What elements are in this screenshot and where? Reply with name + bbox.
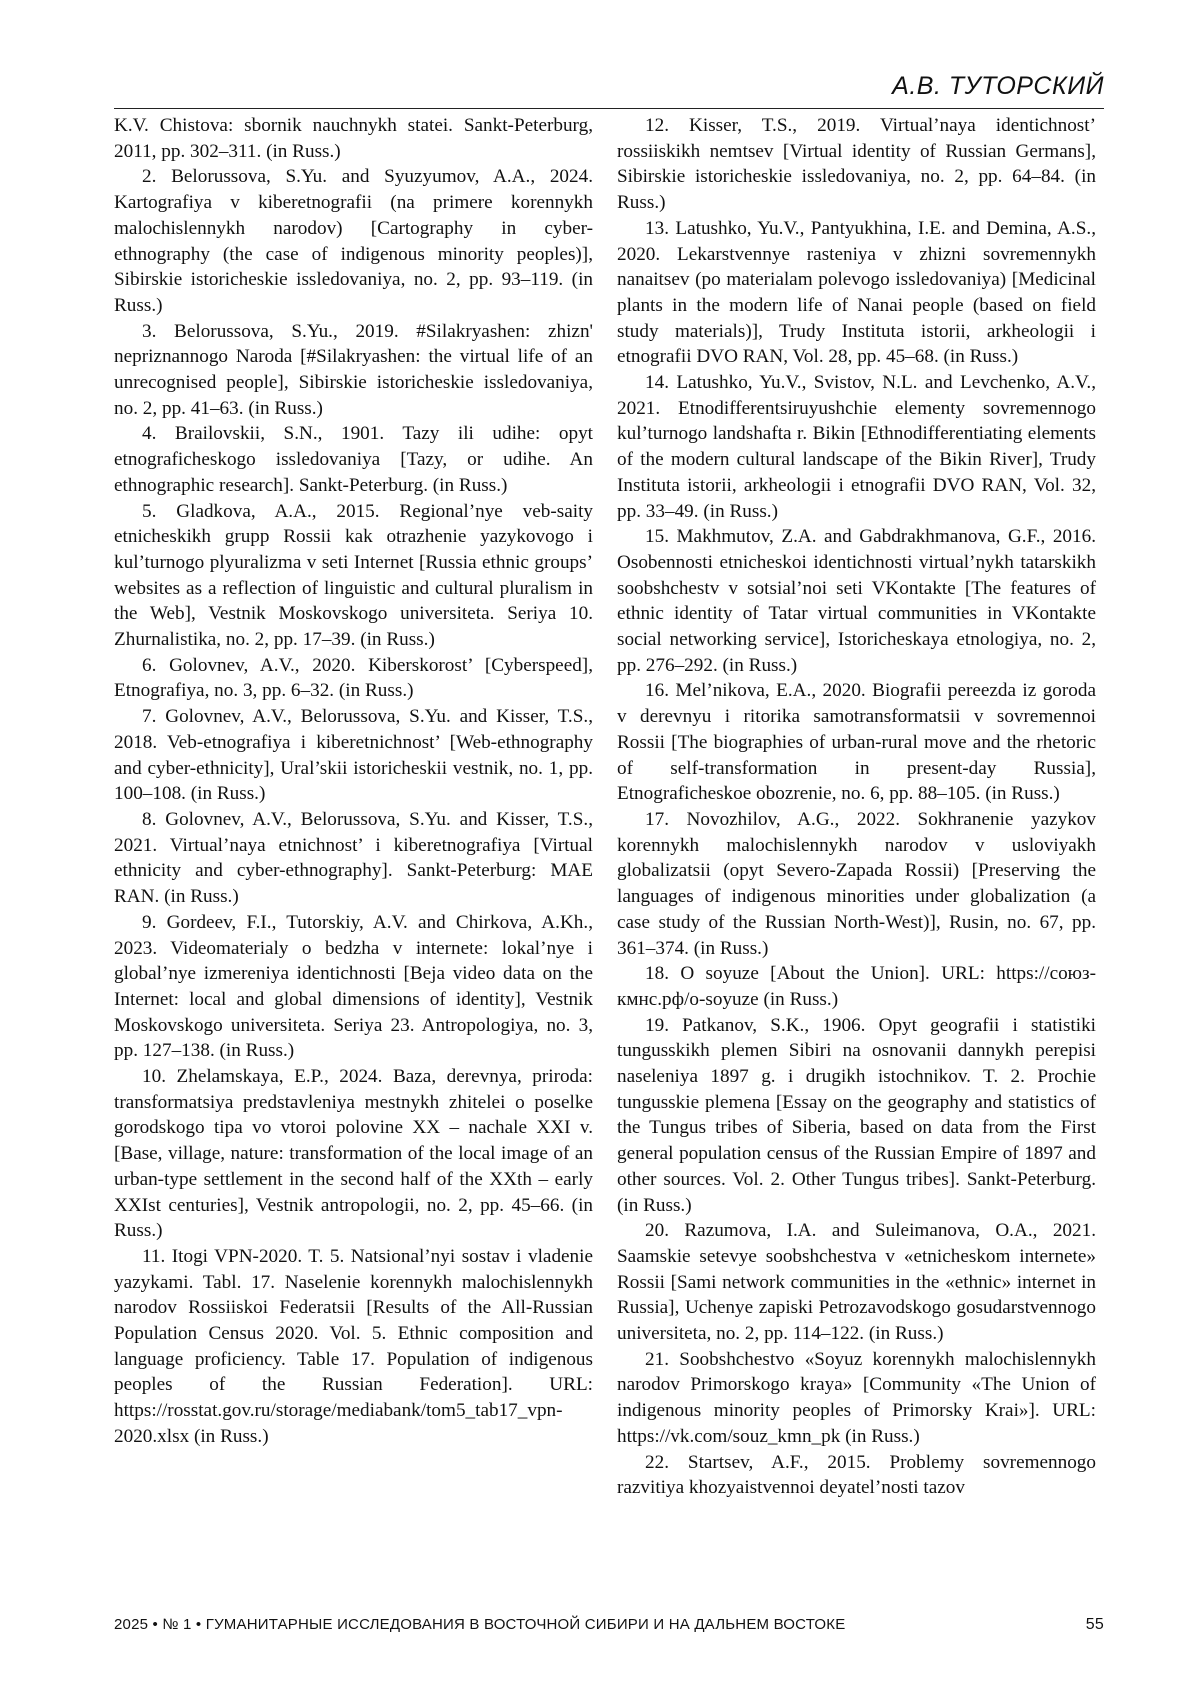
page-number: 55 [1085,1616,1104,1633]
reference-9: 9. Gordeev, F.I., Tutorskiy, A.V. and Chirkova, A.Kh., 2023. Videomaterialy o bedzha v internete: lokal’nye i global’nye izmereniya identichnosti [Beja video data on the Internet: local and global dimensions of identity], Vestnik Moskovskogo universiteta. Seriya 23. Antropologiya, no. 3, pp. 127–138. (in Russ.) [114,911,593,1062]
reference-14: 14. Latushko, Yu.V., Svistov, N.L. and Levchenko, A.V., 2021. Etnodifferentsiruyushchie elementy sovremennogo kul’turnogo landshafta r. Bikin [Ethnodifferentiating elements of the modern cultural landscape of the Bikin River], Trudy Instituta istorii, arkheologii i etnografii DVO RAN, Vol. 32, pp. 33–49. (in Russ.) [617,372,1096,522]
header-rule [114,108,1104,109]
reference-11: 11. Itogi VPN-2020. T. 5. Natsional’nyi sostav i vladenie yazykami. Tabl. 17. Naselenie korennykh malochislennykh narodov Rossiiskoi Federatsii [Results of the All-Russian Population Census 2020. Vol. 5. Ethnic composition and language proficiency. Table 17. Population of indigenous peoples of the Russian Federation]. URL: https://rosstat.gov.ru/storage/mediabank/tom5_tab17_vpn-2020.xlsx (in Russ.) [114,1245,593,1447]
reference-18: 18. O soyuze [About the Union]. URL: https://союз-кмнс.рф/o-soyuze (in Russ.) [617,963,1096,1010]
reference-21: 21. Soobshchestvo «Soyuz korennykh malochislennykh narodov Primorskogo kraya» [Community «The Union of indigenous minority peoples of Primorsky Krai»]. URL: https://vk.com/souz_kmn_pk (in Russ.) [617,1348,1096,1447]
journal-title: 2025 • № 1 • ГУМАНИТАРНЫЕ ИССЛЕДОВАНИЯ В ВОСТОЧНОЙ СИБИРИ И НА ДАЛЬНЕМ ВОСТОКЕ [114,1616,846,1633]
running-head-author: А.В. ТУТОРСКИЙ [892,72,1104,100]
reference-17: 17. Novozhilov, A.G., 2022. Sokhranenie yazykov korennykh malochislennykh narodov v usloviyakh globalizatsii (opyt Severo-Zapada Rossii) [Preserving the languages of indigenous minorities under globalization (a case study of the Russian North-West)], Rusin, no. 67, pp. 361–374. (in Russ.) [617,808,1096,959]
reference-3: 3. Belorussova, S.Yu., 2019. #Silakryashen: zhizn' nepriznannogo Naroda [#Silakryashen: the virtual life of an unrecognised people], Sibirskie istoricheskie issledovaniya, no. 2, pp. 41–63. (in Russ.) [114,320,593,419]
page-footer [114,1616,1104,1634]
reference-6: 6. Golovnev, A.V., 2020. Kiberskorost’ [Cyberspeed], Etnografiya, no. 3, pp. 6–32. (in Russ.) [114,654,593,702]
reference-13: 13. Latushko, Yu.V., Pantyukhina, I.E. and Demina, A.S., 2020. Lekarstvennye rasteniya v zhizni sovremennykh nanaitsev (po materialam polevogo issledovaniya) [Medicinal plants in the modern life of Nanai people (based on field study materials)], Trudy Instituta istorii, arkheologii i etnografii DVO RAN, Vol. 28, pp. 45–68. (in Russ.) [617,217,1096,368]
reference-22-start: 22. Startsev, A.F., 2015. Problemy sovremennogo razvitiya khozyaistvennoi deyatel’nosti tazov [617,1451,1096,1499]
references-left-column [114,113,593,1450]
reference-15: 15. Makhmutov, Z.A. and Gabdrakhmanova, G.F., 2016. Osobennosti etnicheskoi identichnosti virtual’nykh tatarskikh soobshchestv v sotsial’noi seti VKontakte [The features of ethnic identity of Tatar virtual communities in VKontakte social networking service], Istoricheskaya etnologiya, no. 2, pp. 276–292. (in Russ.) [617,526,1096,676]
reference-10: 10. Zhelamskaya, E.P., 2024. Baza, derevnya, priroda: transformatsiya predstavleniya mestnykh zhitelei o poselke gorodskogo tipa vo vtoroi polovine XX – nachale XXI v. [Base, village, nature: transformation of the local image of an urban-type settlement in the second half of the XXth – early XXIst centuries], Vestnik antropologii, no. 2, pp. 45–66. (in Russ.) [114,1066,593,1242]
reference-1-continued: K.V. Chistova: sbornik nauchnykh statei. Sankt-Peterburg, 2011, pp. 302–311. (in Russ.) [114,115,593,162]
reference-2: 2. Belorussova, S.Yu. and Syuzyumov, A.A., 2024. Kartografiya v kiberetnografii (na primere korennykh malochislennykh narodov) [Cartography in cyber-ethnography (the case of indigenous minority peoples)], Sibirskie istoricheskie issledovaniya, no. 2, pp. 93–119. (in Russ.) [114,166,593,316]
reference-16: 16. Mel’nikova, E.A., 2020. Biografii pereezda iz goroda v derevnyu i ritorika samotransformatsii v sovremennoi Rossii [The biographies of urban-rural move and the rhetoric of self-transformation in present-day Russia], Etnograficheskoe obozrenie, no. 6, pp. 88–105. (in Russ.) [617,680,1096,805]
reference-7: 7. Golovnev, A.V., Belorussova, S.Yu. and Kisser, T.S., 2018. Veb-etnografiya i kiberetnichnost’ [Web-ethnography and cyber-ethnicity], Ural’skii istoricheskii vestnik, no. 1, pp. 100–108. (in Russ.) [114,706,593,805]
reference-20: 20. Razumova, I.A. and Suleimanova, O.A., 2021. Saamskie setevye soobshchestva v «etnicheskom internete» Rossii [Sami network communities in the «ethnic» internet in Russia], Uchenye zapiski Petrozavodskogo gosudarstvennogo universiteta, no. 2, pp. 114–122. (in Russ.) [617,1220,1096,1345]
reference-19: 19. Patkanov, S.K., 1906. Opyt geografii i statistiki tungusskikh plemen Sibiri na osnovanii dannykh perepisi naseleniya 1897 g. i drugikh istochnikov. T. 2. Prochie tungusskie plemena [Essay on the geography and statistics of the Tungus tribes of Siberia, based on data from the First general population census of the Russian Empire of 1897 and other sources. Vol. 2. Other Tungus tribes]. Sankt-Peterburg. (in Russ.) [617,1014,1096,1216]
reference-8: 8. Golovnev, A.V., Belorussova, S.Yu. and Kisser, T.S., 2021. Virtual’naya etnichnost’ i kiberetnografiya [Virtual ethnicity and cyber-ethnography]. Sankt-Peterburg: MAE RAN. (in Russ.) [114,808,593,908]
reference-12: 12. Kisser, T.S., 2019. Virtual’naya identichnost’ rossiiskikh nemtsev [Virtual identity of Russian Germans], Sibirskie istoricheskie issledovaniya, no. 2, pp. 64–84. (in Russ.) [617,115,1096,214]
reference-5: 5. Gladkova, A.A., 2015. Regional’nye veb-saity etnicheskikh grupp Rossii kak otrazhenie yazykovogo i kul’turnogo plyuralizma v seti Internet [Russia ethnic groups’ websites as a reflection of linguistic and cultural pluralism in the Web], Vestnik Moskovskogo universiteta. Seriya 10. Zhurnalistika, no. 2, pp. 17–39. (in Russ.) [114,500,593,651]
reference-4: 4. Brailovskii, S.N., 1901. Tazy ili udihe: opyt etnograficheskogo issledovaniya [Tazy, or udihe. An ethnographic research]. Sankt-Peterburg. (in Russ.) [114,423,593,496]
references-right-column [617,113,1096,1501]
